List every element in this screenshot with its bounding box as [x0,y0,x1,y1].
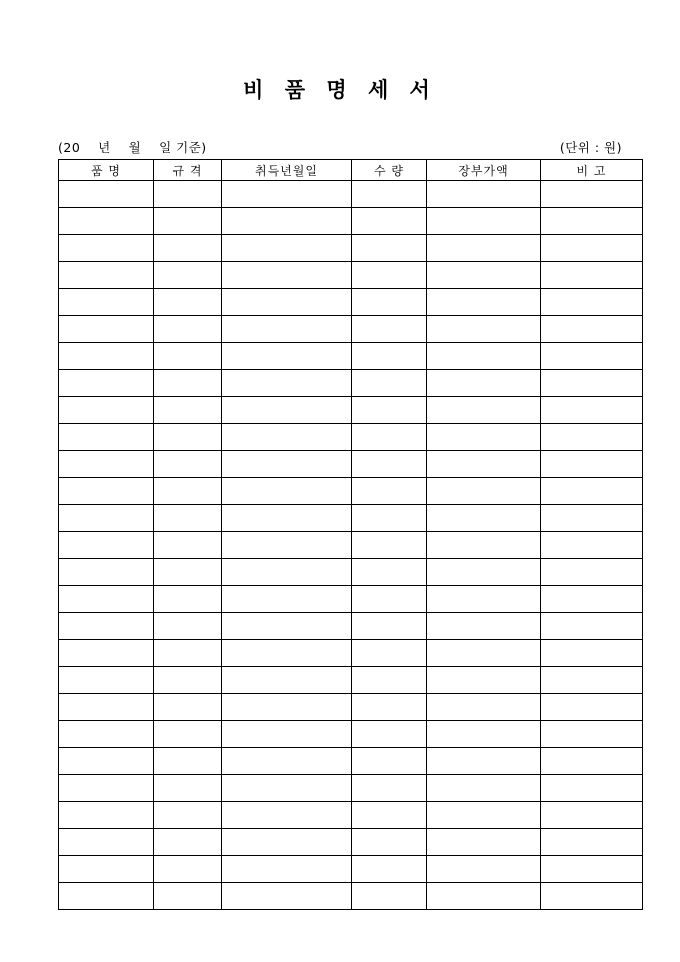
table-cell[interactable] [352,397,427,424]
table-cell[interactable] [154,424,222,451]
table-cell[interactable] [154,478,222,505]
table-cell[interactable] [222,208,352,235]
table-cell[interactable] [427,478,541,505]
table-cell[interactable] [154,586,222,613]
table-cell[interactable] [154,856,222,883]
table-header-row [59,160,643,181]
table-row [59,721,643,748]
table-cell[interactable] [154,667,222,694]
table-cell[interactable] [154,721,222,748]
table-row [59,451,643,478]
table-cell[interactable] [352,289,427,316]
table-cell[interactable] [59,451,154,478]
column-header-item-name: 품 명 [59,160,154,181]
table-cell[interactable] [352,613,427,640]
table-cell[interactable] [541,802,643,829]
table-cell[interactable] [427,586,541,613]
table-cell[interactable] [352,694,427,721]
table-cell[interactable] [154,181,222,208]
table-row [59,586,643,613]
table-cell[interactable] [222,478,352,505]
table-cell[interactable] [352,208,427,235]
table-cell[interactable] [154,235,222,262]
table-row [59,829,643,856]
table-cell[interactable] [154,370,222,397]
table-cell[interactable] [352,262,427,289]
table-cell[interactable] [59,343,154,370]
table-cell[interactable] [541,505,643,532]
table-row [59,667,643,694]
table-cell[interactable] [154,208,222,235]
table-cell[interactable] [59,532,154,559]
table-cell[interactable] [222,559,352,586]
table-cell[interactable] [222,451,352,478]
table-row [59,802,643,829]
table-cell[interactable] [59,586,154,613]
table-cell[interactable] [222,640,352,667]
table-cell[interactable] [222,181,352,208]
table-cell[interactable] [427,343,541,370]
table-cell[interactable] [59,316,154,343]
table-row [59,289,643,316]
table-cell[interactable] [541,289,643,316]
table-row [59,181,643,208]
page-title: 비 품 명 세 서 [243,78,437,102]
table-cell[interactable] [352,802,427,829]
table-cell[interactable] [59,856,154,883]
table-row [59,343,643,370]
table-cell[interactable] [541,667,643,694]
table-cell[interactable] [222,262,352,289]
table-row [59,640,643,667]
table-cell[interactable] [59,181,154,208]
table-cell[interactable] [541,586,643,613]
table-cell[interactable] [427,532,541,559]
table-cell[interactable] [427,424,541,451]
table-cell[interactable] [541,694,643,721]
table-cell[interactable] [222,883,352,910]
table-cell[interactable] [154,694,222,721]
table-cell[interactable] [59,397,154,424]
column-header-remarks: 비 고 [541,160,643,181]
table-cell[interactable] [59,694,154,721]
table-cell[interactable] [427,775,541,802]
table-cell[interactable] [427,883,541,910]
table-cell[interactable] [222,586,352,613]
table-cell[interactable] [222,505,352,532]
table-cell[interactable] [222,667,352,694]
table-cell[interactable] [541,640,643,667]
table-cell[interactable] [352,181,427,208]
table-cell[interactable] [427,802,541,829]
column-header-acquired-date: 취득년월일 [222,160,352,181]
table-cell[interactable] [222,613,352,640]
table-cell[interactable] [222,856,352,883]
table-cell[interactable] [541,424,643,451]
table-cell[interactable] [427,748,541,775]
table-cell[interactable] [154,829,222,856]
table-cell[interactable] [427,370,541,397]
table-cell[interactable] [59,505,154,532]
table-row [59,424,643,451]
table-cell[interactable] [222,694,352,721]
currency-unit-label: (단위 : 원) [559,140,622,155]
table-cell[interactable] [59,370,154,397]
table-cell[interactable] [427,856,541,883]
table-cell[interactable] [541,316,643,343]
table-cell[interactable] [541,829,643,856]
table-cell[interactable] [427,559,541,586]
table-cell[interactable] [154,559,222,586]
table-cell[interactable] [154,451,222,478]
table-cell[interactable] [352,559,427,586]
table-cell[interactable] [352,532,427,559]
table-cell[interactable] [352,829,427,856]
table-cell[interactable] [427,721,541,748]
table-cell[interactable] [154,613,222,640]
table-cell[interactable] [154,883,222,910]
table-row [59,775,643,802]
table-row [59,559,643,586]
table-cell[interactable] [154,748,222,775]
table-cell[interactable] [352,505,427,532]
table-cell[interactable] [154,343,222,370]
table-cell[interactable] [427,208,541,235]
table-row [59,748,643,775]
as-of-date-label: (20 년 월 일 기준) [58,140,207,155]
table-cell[interactable] [427,181,541,208]
table-cell[interactable] [541,181,643,208]
table-cell[interactable] [427,613,541,640]
table-row [59,397,643,424]
table-cell[interactable] [352,667,427,694]
column-header-book-value: 장부가액 [427,160,541,181]
table-cell[interactable] [541,613,643,640]
table-cell[interactable] [59,262,154,289]
table-cell[interactable] [427,451,541,478]
table-cell[interactable] [222,370,352,397]
table-cell[interactable] [427,694,541,721]
table-cell[interactable] [59,748,154,775]
table-cell[interactable] [541,775,643,802]
table-cell[interactable] [222,397,352,424]
table-cell[interactable] [222,802,352,829]
table-row [59,883,643,910]
table-cell[interactable] [427,505,541,532]
table-cell[interactable] [59,775,154,802]
table-body [59,181,643,910]
table-cell[interactable] [352,235,427,262]
table-cell[interactable] [154,802,222,829]
table-cell[interactable] [352,586,427,613]
column-header-quantity: 수 량 [352,160,427,181]
table-row [59,370,643,397]
table-cell[interactable] [427,235,541,262]
table-cell[interactable] [427,316,541,343]
table-row [59,235,643,262]
table-cell[interactable] [222,289,352,316]
table-cell[interactable] [352,856,427,883]
table-cell[interactable] [59,478,154,505]
table-cell[interactable] [154,775,222,802]
table-cell[interactable] [541,343,643,370]
table-cell[interactable] [427,667,541,694]
table-cell[interactable] [222,829,352,856]
meta-row [58,138,622,156]
table-cell[interactable] [352,478,427,505]
table-row [59,316,643,343]
table-cell[interactable] [352,775,427,802]
table-cell[interactable] [352,370,427,397]
table-cell[interactable] [222,343,352,370]
table-cell[interactable] [59,667,154,694]
table-cell[interactable] [427,397,541,424]
table-cell[interactable] [59,235,154,262]
table-cell[interactable] [59,883,154,910]
table-cell[interactable] [541,208,643,235]
table-cell[interactable] [352,451,427,478]
table-cell[interactable] [541,748,643,775]
table-cell[interactable] [352,640,427,667]
table-row [59,532,643,559]
table-cell[interactable] [541,559,643,586]
table-cell[interactable] [541,478,643,505]
table-cell[interactable] [59,559,154,586]
table-cell[interactable] [59,613,154,640]
table-cell[interactable] [154,397,222,424]
table-row [59,208,643,235]
table-cell[interactable] [59,721,154,748]
table-cell[interactable] [59,289,154,316]
table-cell[interactable] [427,829,541,856]
table-cell[interactable] [222,235,352,262]
table-cell[interactable] [427,262,541,289]
table-cell[interactable] [352,883,427,910]
table-cell[interactable] [154,640,222,667]
table-cell[interactable] [222,775,352,802]
table-cell[interactable] [541,883,643,910]
table-cell[interactable] [154,532,222,559]
table-cell[interactable] [541,721,643,748]
table-cell[interactable] [352,316,427,343]
table-cell[interactable] [352,424,427,451]
table-cell[interactable] [222,721,352,748]
table-cell[interactable] [154,262,222,289]
table-row [59,694,643,721]
table-cell[interactable] [352,748,427,775]
table-cell[interactable] [154,289,222,316]
table-cell[interactable] [59,208,154,235]
table-cell[interactable] [154,505,222,532]
table-cell[interactable] [541,451,643,478]
table-cell[interactable] [352,343,427,370]
table-row [59,262,643,289]
table-row [59,478,643,505]
table-cell[interactable] [541,370,643,397]
table-row [59,613,643,640]
table-cell[interactable] [154,316,222,343]
table-cell[interactable] [541,856,643,883]
supplies-table [58,159,643,910]
table-row [59,505,643,532]
table-cell[interactable] [541,262,643,289]
table-cell[interactable] [222,424,352,451]
table-cell[interactable] [59,829,154,856]
table-cell[interactable] [427,289,541,316]
table-row [59,856,643,883]
table-cell[interactable] [222,532,352,559]
table-cell[interactable] [59,424,154,451]
table-cell[interactable] [59,802,154,829]
table-cell[interactable] [541,235,643,262]
table-cell[interactable] [541,397,643,424]
table-cell[interactable] [427,640,541,667]
table-cell[interactable] [222,748,352,775]
table-cell[interactable] [222,316,352,343]
column-header-spec: 규 격 [154,160,222,181]
table-cell[interactable] [541,532,643,559]
table-cell[interactable] [59,640,154,667]
table-cell[interactable] [352,721,427,748]
